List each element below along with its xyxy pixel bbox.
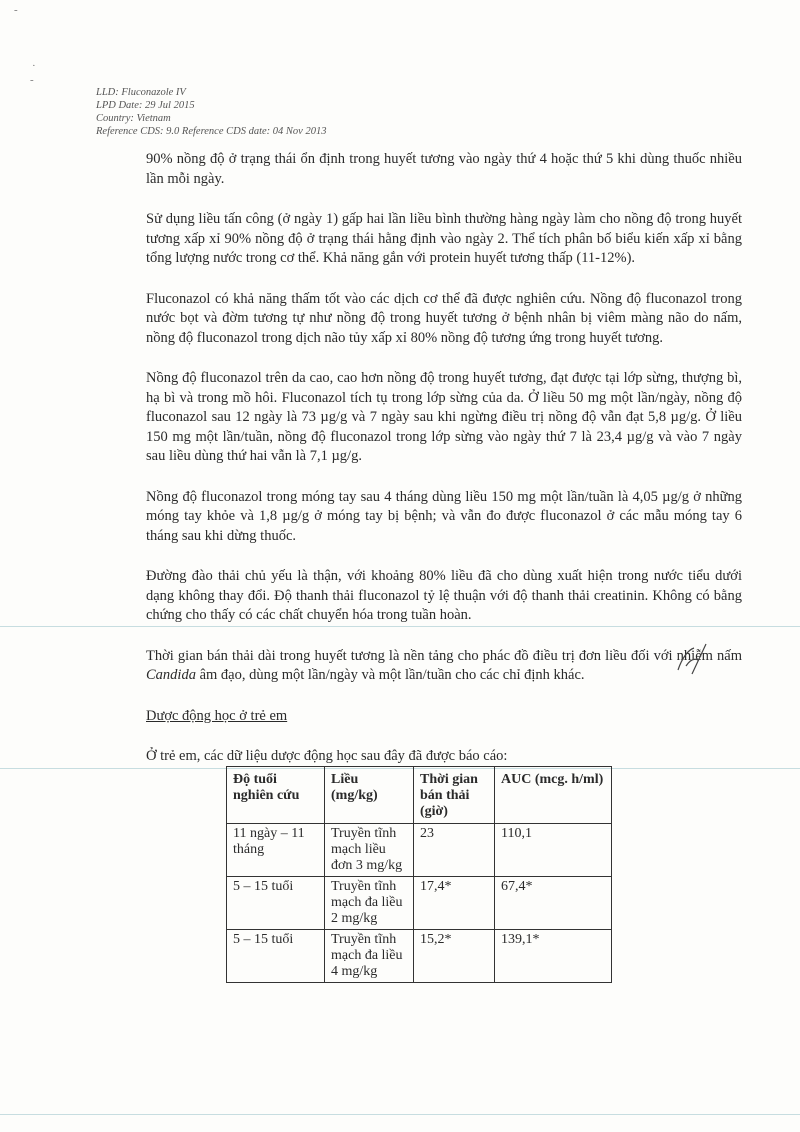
paragraph: Nồng độ fluconazol trong móng tay sau 4 tháng dùng liều 150 mg một lần/tuần là 4,05 µg/g ở những móng tay khỏe và 1,8 µg/g ở móng tay bị bệnh; và vẫn đo được fluconazol ở các mẫu móng tay 6 tháng sau khi dừng thuốc. (146, 488, 742, 544)
italic-term: Candida (146, 667, 196, 683)
pharmacokinetics-table (226, 766, 612, 983)
header-lld: LLD: Fluconazole IV (96, 87, 186, 98)
table-cell: 5 – 15 tuổi (227, 877, 325, 930)
table-header-row (227, 767, 612, 824)
header-country: Country: Vietnam (96, 113, 171, 124)
table-cell: 139,1* (495, 930, 612, 983)
table-row (227, 824, 612, 877)
table-row (227, 877, 612, 930)
table-cell: Truyền tĩnh mạch đa liều 4 mg/kg (325, 930, 414, 983)
header-lpd-date: LPD Date: 29 Jul 2015 (96, 100, 195, 111)
column-header: Thời gian bán thải (giờ) (414, 767, 495, 824)
scan-mark: - (14, 4, 18, 16)
handwritten-initial-icon (672, 640, 712, 680)
table-cell: Truyền tĩnh mạch liều đơn 3 mg/kg (325, 824, 414, 877)
table-cell: 23 (414, 824, 495, 877)
table-cell: Truyền tĩnh mạch đa liều 2 mg/kg (325, 877, 414, 930)
paragraph: Đường đào thải chủ yếu là thận, với khoảng 80% liều đã cho dùng xuất hiện trong nước tiểu dưới dạng không thay đổi. Độ thanh thải fluconazol tỷ lệ thuận với độ thanh thải creatinin. Không có bằng chứng cho thấy có các chất chuyển hóa trong tuần hoàn. (146, 568, 742, 623)
table-cell: 5 – 15 tuổi (227, 930, 325, 983)
paragraph: 90% nồng độ ở trạng thái ổn định trong huyết tương vào ngày thứ 4 hoặc thứ 5 khi dùng thuốc nhiều lần mỗi ngày. (146, 151, 742, 187)
scan-line (0, 1114, 800, 1115)
table-cell: 11 ngày – 11 tháng (227, 824, 325, 877)
section-subheading: Dược động học ở trẻ em (146, 707, 288, 724)
column-header: AUC (mcg. h/ml) (495, 767, 612, 824)
paragraph-text: Thời gian bán thải dài trong huyết tương là nền tảng cho phác đồ điều trị đơn liều đối với nhiễm nấm (146, 647, 742, 664)
scan-mark: · (32, 60, 36, 72)
paragraph: Nồng độ fluconazol trên da cao, cao hơn nồng độ trong huyết tương, đạt được tại lớp sừng, thượng bì, hạ bì và trong mồ hôi. Fluconazol tích tụ trong lớp sừng của da. Ở liều 50 mg một lần/ngày, nồng độ fluconazol sau 12 ngày là 73 µg/g và 7 ngày sau khi ngừng điều trị nồng độ vẫn đạt 5,8 µg/g. Ở liều 150 mg một lần/tuần, nồng độ fluconazol trong lớp sừng vào ngày thứ 7 là 23,4 µg/g và vào 7 ngày sau liều dùng thứ hai vẫn là 7,1 µg/g. (146, 370, 742, 464)
column-header: Độ tuổi nghiên cứu (227, 767, 325, 824)
paragraph (146, 647, 742, 686)
table-cell: 67,4* (495, 877, 612, 930)
paragraph: Sử dụng liều tấn công (ở ngày 1) gấp hai lần liều bình thường hàng ngày làm cho nồng độ trong huyết tương xấp xỉ 90% nồng độ ở trạng thái hằng định vào ngày 2. Thể tích phân bố biểu kiến xấp xỉ bằng tổng lượng nước trong cơ thể. Khả năng gắn với protein huyết tương thấp (11-12%). (146, 211, 742, 266)
document-header (96, 86, 326, 138)
paragraph: Ở trẻ em, các dữ liệu dược động học sau đây đã được báo cáo: (146, 748, 508, 764)
paragraph: Fluconazol có khả năng thấm tốt vào các dịch cơ thể đã được nghiên cứu. Nồng độ fluconazol trong nước bọt và đờm tương tự như nồng độ trong huyết tương ở bệnh nhân bị viêm màng não do nấm, nồng độ fluconazol trong dịch não tủy xấp xỉ 80% nồng độ tương ứng trong huyết tương. (146, 290, 742, 346)
column-header: Liều (mg/kg) (325, 767, 414, 824)
table-row (227, 930, 612, 983)
document-body (146, 150, 742, 788)
table-cell: 15,2* (414, 930, 495, 983)
table-cell: 17,4* (414, 877, 495, 930)
header-reference: Reference CDS: 9.0 Reference CDS date: 04 Nov 2013 (96, 126, 327, 137)
paragraph-text: âm đạo, dùng một lần/ngày và một lần/tuần cho các chỉ định khác. (195, 667, 585, 683)
table-cell: 110,1 (495, 824, 612, 877)
scan-mark: - (30, 74, 34, 86)
